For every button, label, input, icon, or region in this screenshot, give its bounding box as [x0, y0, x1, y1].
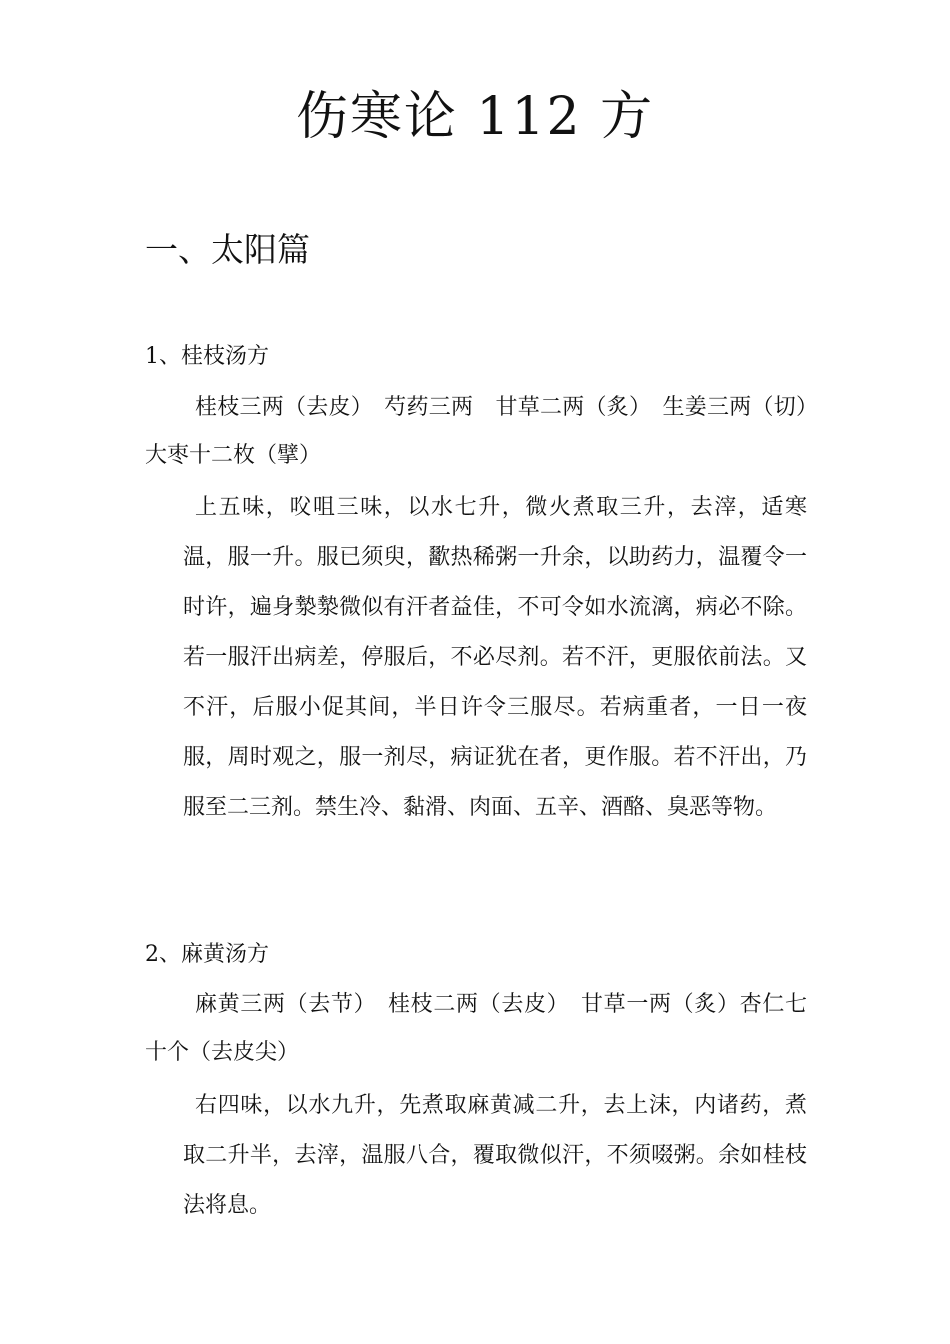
- formula-ingredients: 麻黄三两（去节） 桂枝二两（去皮） 甘草一两（炙）杏仁七十个（去皮尖）: [145, 992, 807, 1065]
- document-title: 伤寒论 112 方: [295, 87, 655, 147]
- formula-instructions: 上五味，㕮咀三味，以水七升，微火煮取三升，去滓，适寒温，服一升。服已须臾，歠热稀粥一升余，以助药力，温覆令一时许，遍身漐漐微似有汗者益佳，不可令如水流漓，病必不除。若一服汗出病差，停服后，不必尽剂。若不汗，更服依前法。又不汗，后服小促其间，半日许令三服尽。若病重者，一日一夜服，周时观之，服一剂尽，病证犹在者，更作服。若不汗出，乃服至二三剂。禁生冷、黏滑、肉面、五辛、酒酪、臭恶等物。: [183, 495, 807, 820]
- formula-title: 1、桂枝汤方: [145, 344, 269, 369]
- formula-title: 2、麻黄汤方: [145, 942, 269, 967]
- formula-instructions: 右四味，以水九升，先煮取麻黄减二升，去上沫，内诸药，煮取二升半，去滓，温服八合，覆取微似汗，不须啜粥。余如桂枝法将息。: [183, 1093, 807, 1218]
- section-heading: 一、太阳篇: [145, 230, 310, 269]
- formula-ingredients: 桂枝三两（去皮） 芍药三两 甘草二两（炙） 生姜三两（切） 大枣十二枚（擘）: [145, 395, 830, 468]
